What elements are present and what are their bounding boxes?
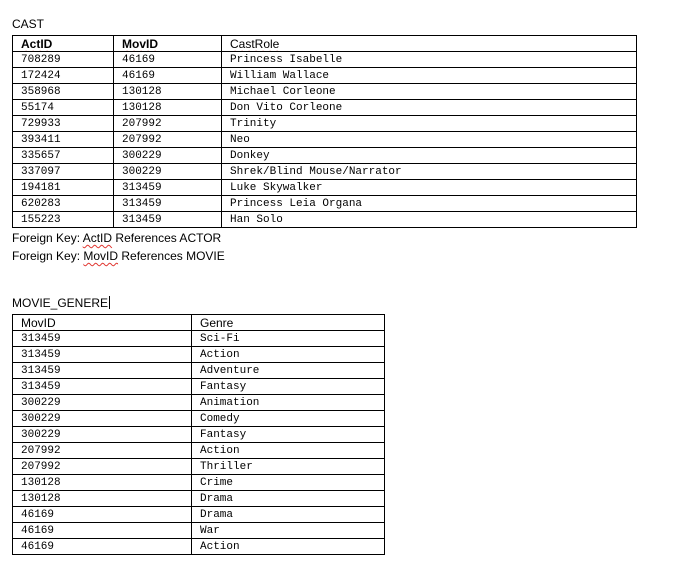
genre-header-movid: MovID [13,315,192,331]
movid-cell: 313459 [114,212,222,228]
cast-header-row [13,36,637,52]
actid-cell: 335657 [13,148,114,164]
castrole-cell: Luke Skywalker [222,180,637,196]
cast-row [13,148,637,164]
castrole-cell: Shrek/Blind Mouse/Narrator [222,164,637,180]
genre-header-genre: Genre [192,315,385,331]
movid-cell: 300229 [114,164,222,180]
actid-cell: 729933 [13,116,114,132]
movid-cell: 300229 [13,395,192,411]
actid-cell: 393411 [13,132,114,148]
genre-cell: Comedy [192,411,385,427]
castrole-cell: Princess Leia Organa [222,196,637,212]
genre-cell: War [192,523,385,539]
movid-cell: 46169 [13,539,192,555]
movie-genere-table [12,314,385,555]
movid-cell: 46169 [114,52,222,68]
genre-row [13,523,385,539]
movid-cell: 207992 [114,132,222,148]
text-cursor [109,296,110,309]
genre-cell: Action [192,443,385,459]
actid-cell: 708289 [13,52,114,68]
actid-cell: 155223 [13,212,114,228]
genre-row [13,443,385,459]
genre-cell: Fantasy [192,427,385,443]
genre-cell: Drama [192,491,385,507]
genre-row [13,475,385,491]
movid-cell: 313459 [114,180,222,196]
cast-row [13,100,637,116]
cast-row [13,68,637,84]
actid-cell: 172424 [13,68,114,84]
movid-cell: 300229 [13,411,192,427]
movid-cell: 313459 [13,331,192,347]
movid-cell: 207992 [13,443,192,459]
genre-row [13,427,385,443]
cast-row [13,84,637,100]
movid-cell: 46169 [13,507,192,523]
movid-cell: 313459 [13,363,192,379]
cast-title: CAST [12,17,45,31]
movid-cell: 300229 [114,148,222,164]
genre-row [13,411,385,427]
cast-row [13,116,637,132]
movid-cell: 313459 [114,196,222,212]
foreign-key-actid: Foreign Key: ActID References ACTOR [12,231,222,245]
genre-cell: Action [192,347,385,363]
genre-row [13,459,385,475]
genre-row [13,507,385,523]
actid-cell: 194181 [13,180,114,196]
cast-row [13,132,637,148]
genre-cell: Drama [192,507,385,523]
movid-cell: 313459 [13,379,192,395]
genre-row [13,379,385,395]
cast-row [13,212,637,228]
cast-row [13,196,637,212]
actid-cell: 337097 [13,164,114,180]
actid-cell: 55174 [13,100,114,116]
castrole-cell: Princess Isabelle [222,52,637,68]
movid-cell: 313459 [13,347,192,363]
castrole-cell: William Wallace [222,68,637,84]
genre-cell: Crime [192,475,385,491]
movid-cell: 46169 [13,523,192,539]
movid-cell: 46169 [114,68,222,84]
genre-row [13,347,385,363]
movid-cell: 207992 [13,459,192,475]
cast-table [12,35,637,228]
cast-row [13,164,637,180]
genre-header-row [13,315,385,331]
genre-cell: Adventure [192,363,385,379]
castrole-cell: Don Vito Corleone [222,100,637,116]
movie-genere-title[interactable]: MOVIE_GENERE [12,296,109,310]
movid-cell: 130128 [114,100,222,116]
movid-cell: 207992 [114,116,222,132]
genre-cell: Action [192,539,385,555]
cast-row [13,180,637,196]
movid-cell: 300229 [13,427,192,443]
genre-row [13,395,385,411]
genre-cell: Animation [192,395,385,411]
foreign-key-movid: Foreign Key: MovID References MOVIE [12,249,225,263]
castrole-cell: Han Solo [222,212,637,228]
castrole-cell: Donkey [222,148,637,164]
actid-cell: 620283 [13,196,114,212]
cast-header-movid: MovID [114,36,222,52]
castrole-cell: Michael Corleone [222,84,637,100]
genre-row [13,331,385,347]
movid-cell: 130128 [13,475,192,491]
movid-cell: 130128 [114,84,222,100]
genre-row [13,363,385,379]
castrole-cell: Trinity [222,116,637,132]
cast-row [13,52,637,68]
cast-header-actid: ActID [13,36,114,52]
genre-row [13,491,385,507]
castrole-cell: Neo [222,132,637,148]
actid-cell: 358968 [13,84,114,100]
genre-cell: Thriller [192,459,385,475]
genre-row [13,539,385,555]
genre-cell: Sci-Fi [192,331,385,347]
cast-header-castrole: CastRole [222,36,637,52]
movid-cell: 130128 [13,491,192,507]
genre-cell: Fantasy [192,379,385,395]
